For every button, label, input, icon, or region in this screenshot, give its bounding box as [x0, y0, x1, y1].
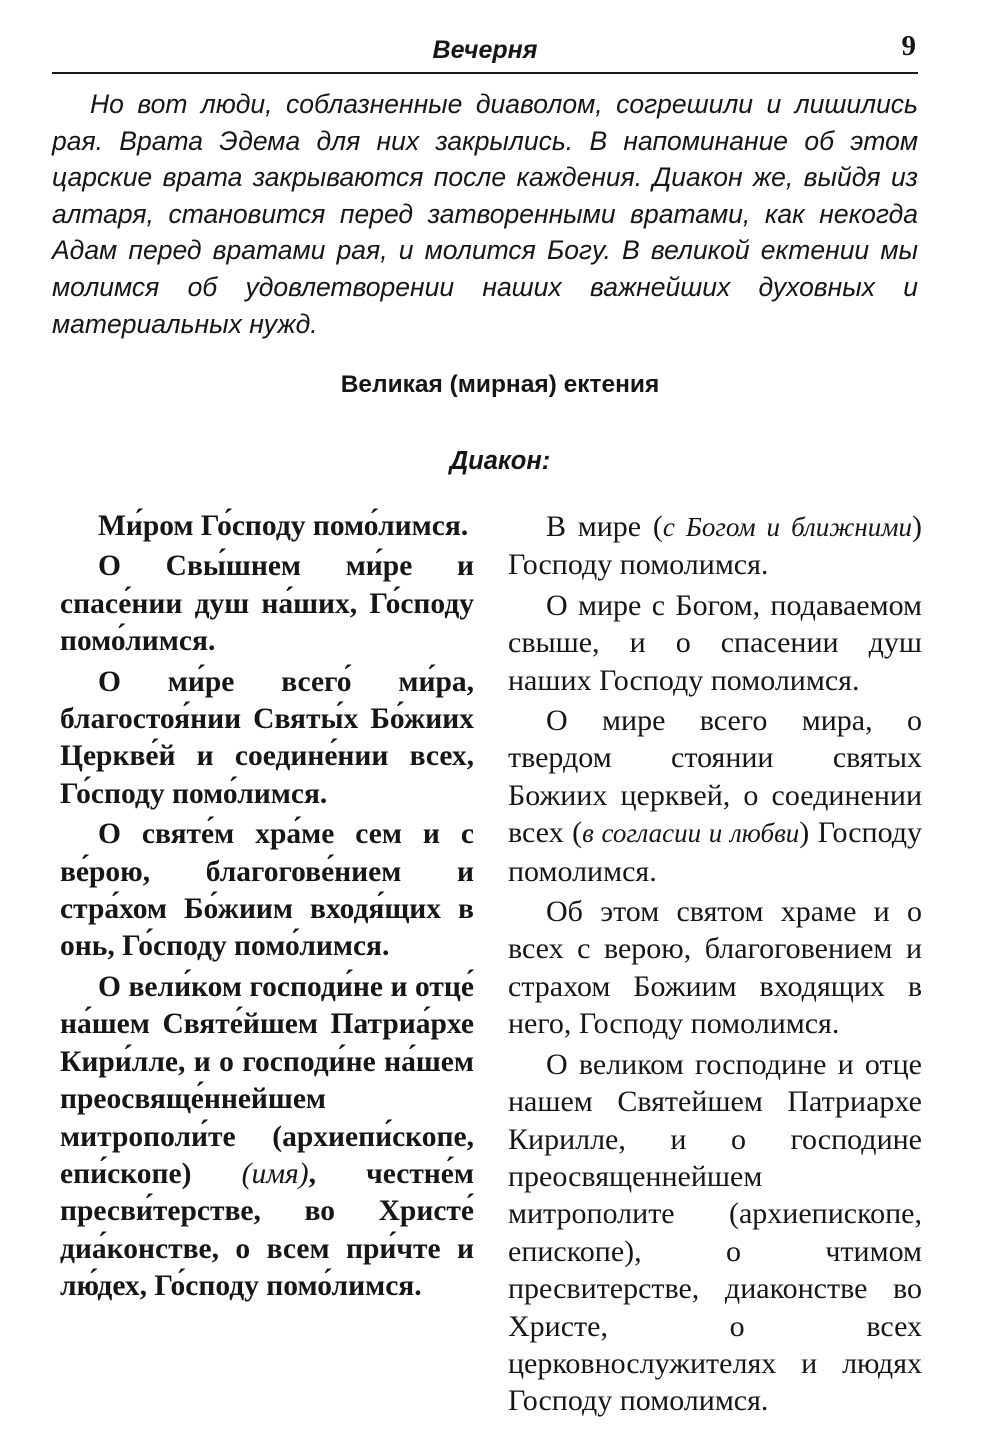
speaker-label: Диакон: [449, 447, 551, 475]
petition-5-slavonic [60, 969, 474, 1306]
name-note: (имя) [241, 1157, 309, 1190]
russian-translation-column [508, 508, 922, 1423]
running-title: Вечерня [432, 36, 538, 64]
petition-2-russian: О мире с Богом, подаваемом свыше, и о спасении душ наших Господу помолимся. [508, 588, 922, 697]
petition-3-russian-end: ) Господу помолимся. [508, 816, 922, 888]
petition-4-russian: Об этом святом храме и о всех с верою, благоговением и страхом Божиим входящих в него, Господу помолимся. [508, 895, 922, 1041]
petition-1-russian-end: ) Господу помолимся. [508, 510, 922, 582]
petition-3-note: в согласии и любви [582, 818, 800, 849]
petition-1-note: с Богом и ближними [662, 512, 912, 542]
petition-1-russian-start: В мире ( [546, 510, 663, 543]
petition-5-russian: О великом господине и отце нашем Святейшем Патриархе Кирилле, и о господине преосвященнейшем митрополите (архиепископе, епископе), о чтимом пресвитерстве, диаконстве во Христе, о всех церковнослужителях и людях Господу помолимся. [508, 1047, 922, 1418]
section-title: Великая (мирная) ектения [340, 371, 660, 398]
petition-1-slavonic: Ми́ром Го́споду помо́лимся. [98, 510, 469, 542]
petition-5-slavonic-end: , честне́м пресви́терстве, во Христе́ диа́констве, о всем при́чте и лю́дех, Го́споду помо́лимся. [60, 1157, 474, 1303]
page-number: 9 [901, 30, 916, 62]
petition-4-slavonic: О святе́м хра́ме сем и с ве́рою, благогове́нием и стра́хом Бо́жиим входя́щих в онь, Го́споду помо́лимся. [60, 818, 474, 963]
petition-2-slavonic: О Свы́шнем ми́ре и спасе́нии душ на́ших, Го́споду помо́лимся. [60, 550, 474, 658]
running-header [52, 22, 918, 74]
petition-3-russian [508, 702, 922, 890]
petition-5-slavonic-start: О вели́ком господи́не и отце́ на́шем Святе́йшем Патриа́рхе Кири́лле, и о господи́не на́шем преосвяще́ннейшем митрополи́те (архиепи́скопе, епи́скопе) [60, 970, 474, 1190]
intro-paragraph: Но вот люди, соблазненные диаволом, согрешили и лишились рая. Врата Эдема для них закрылись. В напоминание об этом царские врата закрываются после каждения. Диакон же, выйдя из алтаря, становится перед затворенными вратами, как некогда Адам перед вратами рая, и молится Богу. В великой ектении мы молимся об удовлетворении наших важнейших духовных и материальных нужд. [52, 89, 918, 339]
header-rule [52, 72, 918, 74]
petition-3-russian-start: О мире всего мира, о твердом стоянии святых Божиих церквей, о соединении всех ( [508, 704, 922, 850]
church-slavonic-column [60, 508, 474, 1309]
petition-3-slavonic: О ми́ре всего́ ми́ра, благостоя́нии Святы́х Бо́жиих Церкве́й и соедине́нии всех, Го́споду помо́лимся. [60, 665, 474, 810]
petition-1-russian [508, 508, 922, 584]
